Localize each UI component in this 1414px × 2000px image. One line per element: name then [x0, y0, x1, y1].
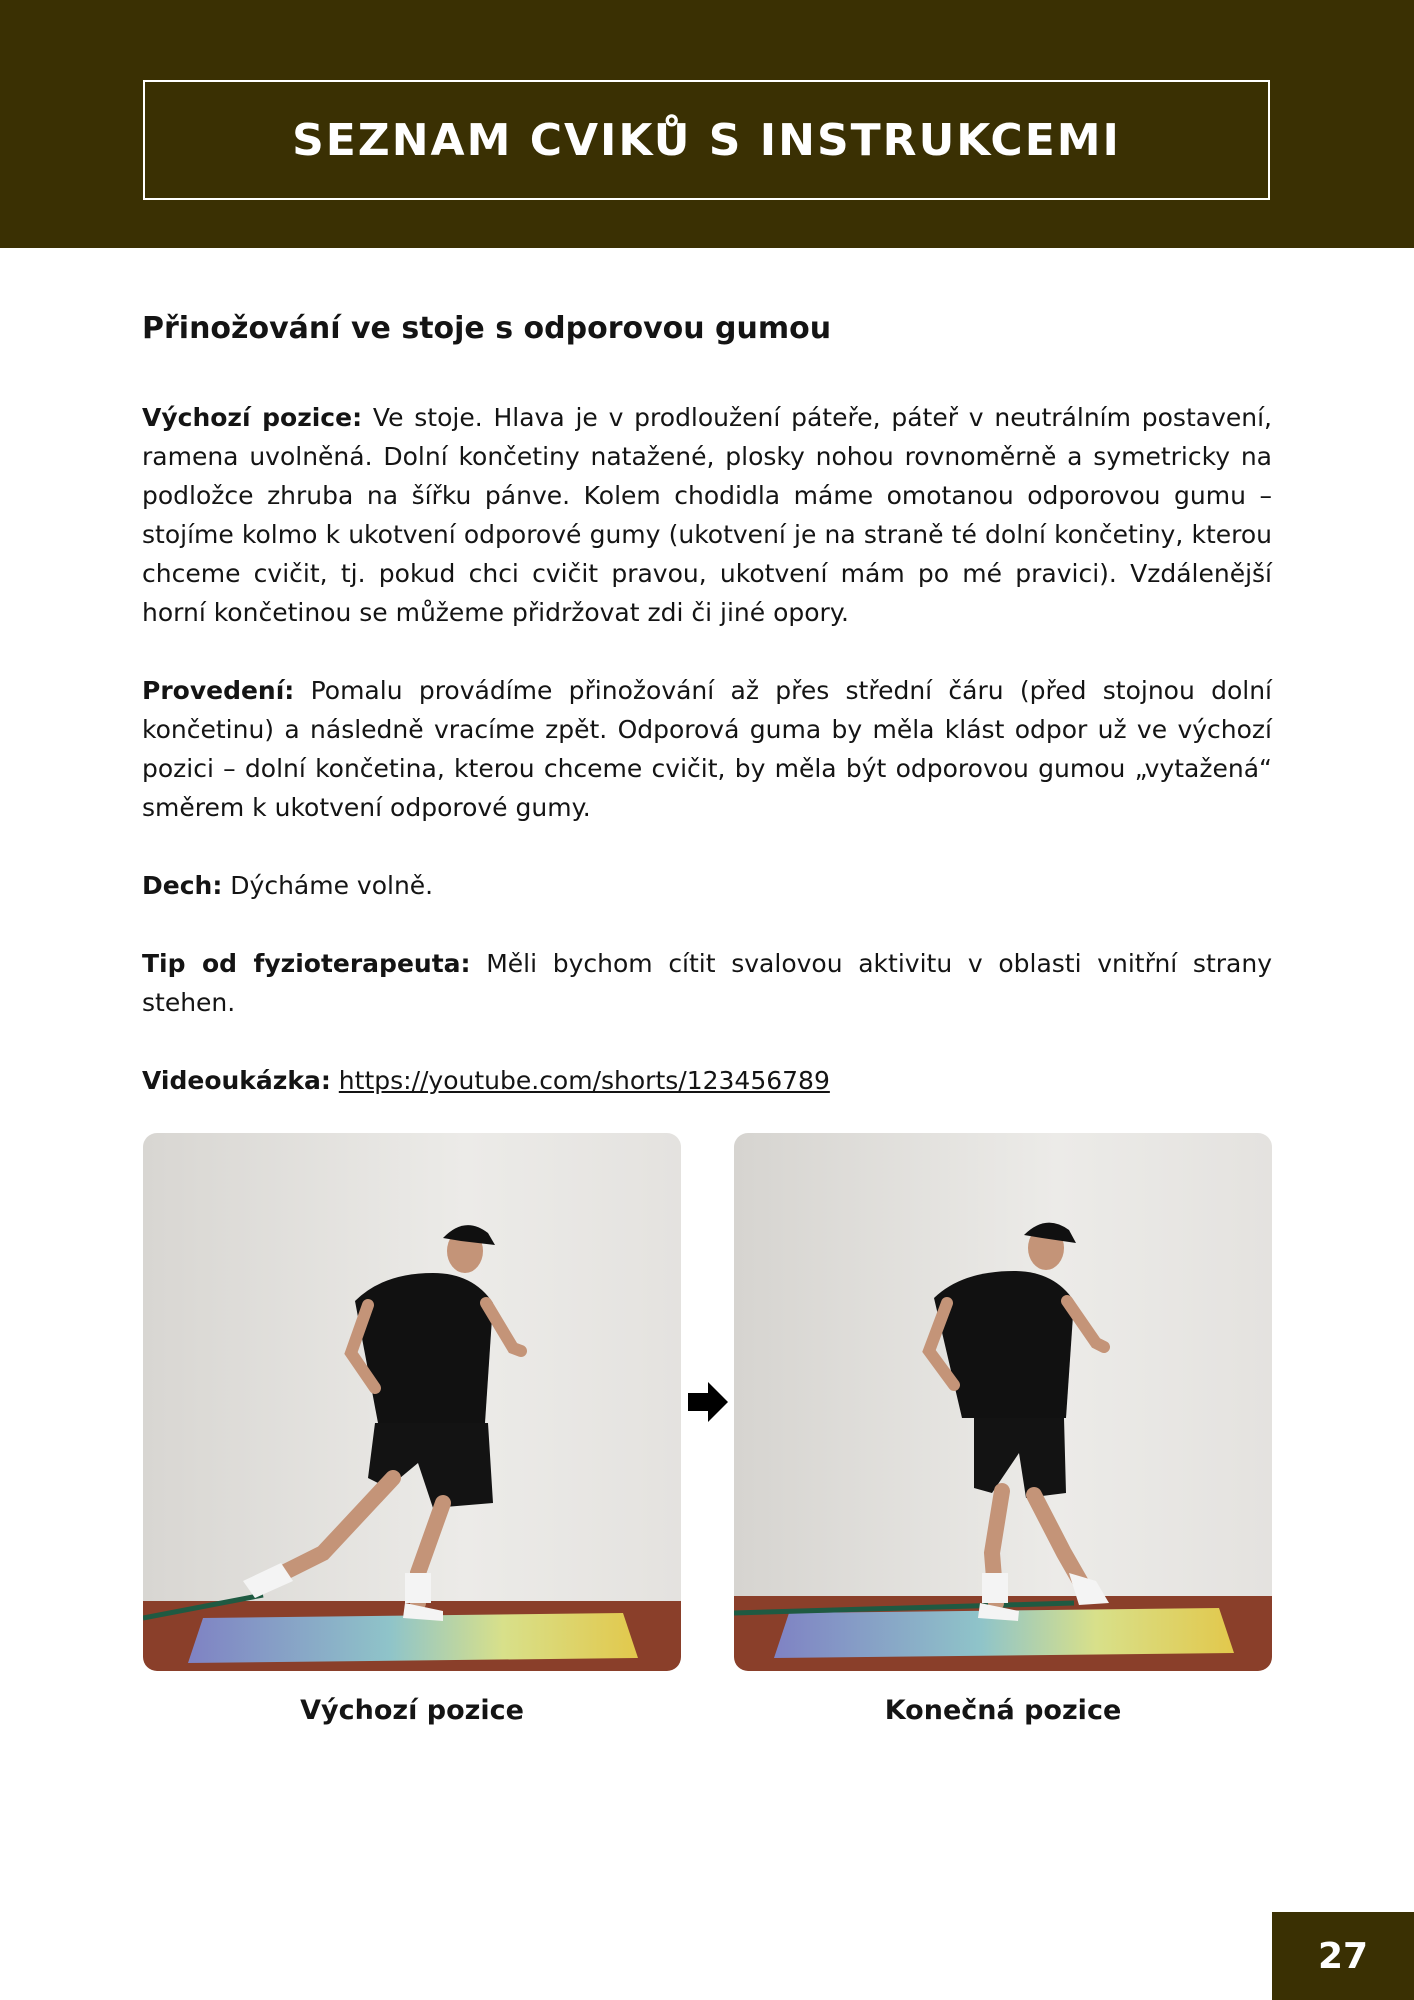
tip-label: Tip od fyzioterapeuta:: [142, 949, 471, 978]
start-position-illustration: [143, 1133, 681, 1671]
video-paragraph: [142, 1061, 1272, 1100]
exercise-title: Přinožování ve stoje s odporovou gumou: [142, 311, 832, 346]
execution-paragraph: [142, 671, 1272, 827]
execution-text: Pomalu provádíme přinožování až přes střední čáru (před stojnou dolní končetinu) a následně vracíme zpět. Odporová guma by měla klást odpor už ve výchozí pozici – dolní končetina, kterou chceme cvičit, by měla být odporovou gumou „vytažená“ směrem k ukotvení odporové gumy.: [142, 676, 1272, 822]
breath-paragraph: [142, 866, 1272, 905]
tip-paragraph: [142, 944, 1272, 1022]
execution-label: Provedení:: [142, 676, 295, 705]
video-label: Videoukázka:: [142, 1066, 331, 1095]
end-position-illustration: [734, 1133, 1272, 1671]
exercise-content: [142, 300, 1272, 1139]
breath-text: Dýcháme volně.: [230, 871, 434, 900]
end-position-caption: Konečná pozice: [884, 1695, 1122, 1726]
start-position-caption: Výchozí pozice: [300, 1695, 524, 1726]
video-link[interactable]: https://youtube.com/shorts/123456789: [338, 1066, 830, 1095]
page-title: SEZNAM CVIKŮ S INSTRUKCEMI: [292, 114, 1121, 166]
breath-label: Dech:: [142, 871, 223, 900]
end-position-photo: [734, 1133, 1272, 1671]
page-number: 27: [1272, 1912, 1414, 2000]
start-position-label: Výchozí pozice:: [142, 403, 363, 432]
title-frame: [143, 80, 1270, 200]
tip-text: Měli bychom cítit svalovou aktivitu v oblasti vnitřní strany stehen.: [142, 949, 1272, 1017]
start-position-text: Ve stoje. Hlava je v prodloužení páteře, páteř v neutrálním postavení, ramena uvolněná. Dolní končetiny natažené, plosky nohou rovnoměrně a symetricky na podložce zhruba na šířku pánve. Kolem chodidla máme omotanou odporovou gumu – stojíme kolmo k ukotvení odporové gumy (ukotvení je na straně té dolní končetiny, kterou chceme cvičit, tj. pokud chci cvičit pravou, ukotvení mám po mé pravici). Vzdálenější horní končetinou se můžeme přidržovat zdi či jiné opory.: [142, 403, 1272, 627]
arrow-right-icon: [688, 1382, 728, 1422]
start-position-paragraph: [142, 398, 1272, 632]
page-header: [0, 0, 1414, 248]
start-position-photo: [143, 1133, 681, 1671]
